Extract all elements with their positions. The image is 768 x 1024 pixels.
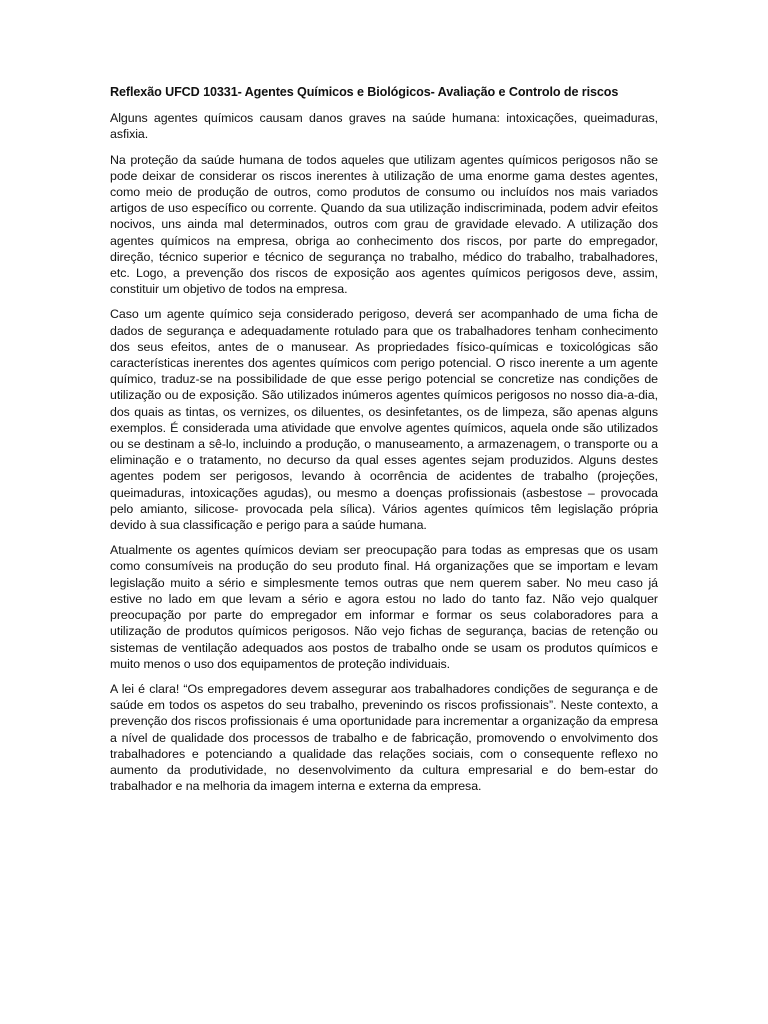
paragraph-hazard-agents: Caso um agente químico seja considerado perigoso, deverá ser acompanhado de uma ficha de dados de segurança e adequadamente rotulado para que os trabalhadores tenham conhecimento dos seus efeitos, antes de o manusear. As propriedades físico-químicas e toxicológicas são características inerentes dos agentes químicos com perigo potencial. O risco inerente a um agente químico, traduz-se na possibilidade de que esse perigo potencial se concretize nas condições de utilização ou de exposição. São utilizados inúmeros agentes químicos perigosos no nosso dia-a-dia, dos quais as tintas, os vernizes, os diluentes, os desinfetantes, os de limpeza, são apenas alguns exemplos. É considerada uma atividade que envolve agentes químicos, aquela onde são utilizados ou se destinam a sê-lo, incluindo a produção, o manuseamento, a armazenagem, o transporte ou a eliminação e o tratamento, no decurso da qual esses agentes sejam produzidos. Alguns destes agentes podem ser perigosos, levando à ocorrência de acidentes de trabalho (projeções, queimaduras, intoxicações agudas), ou mesmo a doenças profissionais (asbestose – provocada pelo amianto, silicose- provocada pela sílica). Vários agentes químicos têm legislação própria devido à sua classificação e perigo para a saúde humana. [110, 307, 658, 533]
document-title: Reflexão UFCD 10331- Agentes Químicos e Biológicos- Avaliação e Controlo de riscos [110, 85, 619, 99]
paragraph-intro: Alguns agentes químicos causam danos graves na saúde humana: intoxicações, queimaduras, asfixia. [110, 111, 658, 142]
document-page [110, 84, 658, 803]
paragraph-current-situation: Atualmente os agentes químicos deviam ser preocupação para todas as empresas que os usam como consumíveis na produção do seu produto final. Há organizações que se importam e levam legislação muito a sério e simplesmente temos outras que nem querem saber. No meu caso já estive no lado em que levam a sério e agora estou no lado do tanto faz. Não vejo qualquer preocupação por parte do empregador em informar e formar os seus colaboradores para a utilização de produtos químicos perigosos. Não vejo fichas de segurança, bacias de retenção ou sistemas de ventilação adequados aos postos de trabalho onde se usam os produtos químicos e muito menos o uso dos equipamentos de proteção individuais. [110, 543, 658, 671]
paragraph-protection: Na proteção da saúde humana de todos aqueles que utilizam agentes químicos perigosos não se pode deixar de considerar os riscos inerentes à utilização de uma enorme gama destes agentes, como meio de produção de outros, como produtos de consumo ou incluídos nos mais variados artigos de uso específico ou corrente. Quando da sua utilização indiscriminada, podem advir efeitos nocivos, uns ainda mal determinados, outros com grau de gravidade elevado. A utilização dos agentes químicos na empresa, obriga ao conhecimento dos riscos, por parte do empregador, direção, técnico superior e técnico de segurança no trabalho, médico do trabalho, trabalhadores, etc. Logo, a prevenção dos riscos de exposição aos agentes químicos perigosos deve, assim, constituir um objetivo de todos na empresa. [110, 152, 658, 297]
paragraph-law: A lei é clara! “Os empregadores devem assegurar aos trabalhadores condições de segurança e de saúde em todos os aspetos do seu trabalho, prevenindo os riscos profissionais”. Neste contexto, a prevenção dos riscos profissionais é uma oportunidade para incrementar a organização da empresa a nível de qualidade dos processos de trabalho e de fabricação, promovendo o envolvimento dos trabalhadores e potenciando a qualidade das relações sociais, com o consequente reflexo no aumento da produtividade, no desenvolvimento da cultura empresarial e do bem-estar do trabalhador e na melhoria da imagem interna e externa da empresa. [110, 681, 658, 794]
